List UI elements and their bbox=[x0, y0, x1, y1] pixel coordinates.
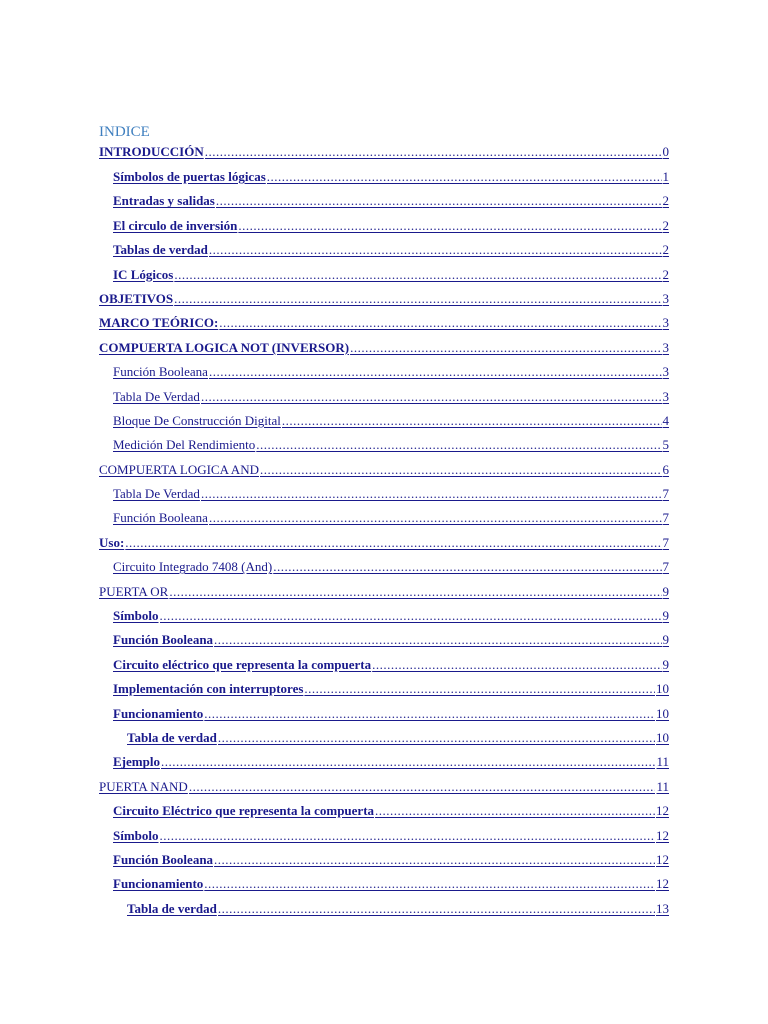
toc-dot-leader bbox=[189, 777, 656, 797]
toc-entry-page-number[interactable]: 2 bbox=[662, 242, 669, 258]
toc-entry[interactable] bbox=[99, 752, 669, 776]
toc-dot-leader bbox=[216, 191, 662, 211]
toc-entry[interactable] bbox=[99, 777, 669, 801]
toc-dot-leader bbox=[267, 167, 662, 187]
toc-entry-page-number[interactable]: 10 bbox=[656, 729, 669, 745]
toc-dot-leader bbox=[218, 728, 655, 748]
toc-entry-title[interactable]: Tabla De Verdad bbox=[113, 388, 200, 404]
toc-dot-leader bbox=[219, 313, 661, 333]
toc-dot-leader bbox=[238, 216, 661, 236]
toc-entry-page-number[interactable]: 3 bbox=[662, 290, 669, 306]
toc-dot-leader bbox=[161, 752, 656, 772]
toc-entry-page-number[interactable]: 13 bbox=[656, 900, 669, 916]
toc-dot-leader bbox=[125, 533, 661, 553]
toc-entry-page-number[interactable]: 11 bbox=[656, 754, 669, 770]
toc-entry[interactable] bbox=[99, 265, 669, 289]
toc-entry[interactable] bbox=[99, 874, 669, 898]
toc-entry-title[interactable]: Función Booleana bbox=[113, 510, 208, 526]
toc-dot-leader bbox=[169, 582, 661, 602]
toc-dot-leader bbox=[214, 630, 661, 650]
toc-entry-page-number[interactable]: 3 bbox=[662, 388, 669, 404]
toc-dot-leader bbox=[372, 655, 661, 675]
document-page bbox=[99, 122, 669, 923]
toc-entry[interactable] bbox=[99, 289, 669, 313]
toc-entry-page-number[interactable]: 9 bbox=[662, 656, 669, 672]
toc-entry-page-number[interactable]: 10 bbox=[656, 681, 669, 697]
toc-heading: INDICE bbox=[99, 124, 150, 140]
toc-entry-title[interactable]: Símbolos de puertas lógicas bbox=[113, 169, 266, 184]
toc-entry-title[interactable]: Funcionamiento bbox=[113, 876, 204, 892]
toc-entry-title[interactable]: Ejemplo bbox=[113, 754, 160, 770]
toc-entry[interactable] bbox=[99, 679, 669, 703]
toc-entry-title[interactable]: COMPUERTA LOGICA NOT (INVERSOR) bbox=[99, 339, 350, 355]
toc-entry-page-number[interactable]: 5 bbox=[662, 437, 669, 453]
toc-entry-title[interactable]: Entradas y salidas bbox=[113, 193, 215, 209]
toc-entry[interactable] bbox=[99, 630, 669, 654]
toc-entry-page-number[interactable]: 6 bbox=[662, 461, 669, 477]
toc-entry-title[interactable]: Circuito Eléctrico que representa la compuerta bbox=[113, 803, 375, 819]
toc-entry[interactable] bbox=[99, 338, 669, 362]
toc-entry-title[interactable]: Símbolo bbox=[113, 827, 159, 843]
toc-entry[interactable] bbox=[99, 606, 669, 630]
toc-entry-page-number[interactable]: 11 bbox=[656, 778, 669, 794]
toc-dot-leader bbox=[209, 240, 662, 260]
toc-entry-title[interactable]: COMPUERTA LOGICA AND bbox=[99, 461, 259, 477]
toc-entry-page-number[interactable]: 9 bbox=[662, 608, 669, 624]
toc-entry[interactable] bbox=[99, 728, 669, 752]
toc-entry-title[interactable]: Tablas de verdad bbox=[113, 242, 208, 258]
toc-entry-title[interactable]: Bloque De Construcción Digital bbox=[113, 412, 281, 428]
toc-entry-title[interactable]: Circuito eléctrico que representa la compuerta bbox=[113, 656, 372, 672]
toc-entry-page-number[interactable]: 3 bbox=[662, 364, 669, 380]
toc-dot-leader bbox=[209, 362, 662, 382]
toc-entry-title[interactable]: El circulo de inversión bbox=[113, 217, 238, 233]
toc-entry-page-number[interactable]: 9 bbox=[662, 583, 669, 599]
toc-entry[interactable] bbox=[99, 167, 669, 191]
toc-entry[interactable] bbox=[99, 313, 669, 337]
toc-list bbox=[99, 142, 669, 923]
toc-entry[interactable] bbox=[99, 142, 669, 167]
toc-entry-title[interactable]: Tabla de verdad bbox=[127, 729, 217, 745]
toc-entry-title[interactable]: Función Booleana bbox=[113, 364, 208, 380]
toc-entry[interactable] bbox=[99, 435, 669, 459]
toc-dot-leader bbox=[160, 826, 655, 846]
toc-entry-title[interactable]: Función Booleana bbox=[113, 851, 214, 867]
toc-entry[interactable] bbox=[99, 826, 669, 850]
toc-dot-leader bbox=[209, 508, 662, 528]
toc-entry-page-number[interactable]: 2 bbox=[662, 217, 669, 233]
toc-entry-title[interactable]: Circuito Integrado 7408 (And) bbox=[113, 559, 273, 575]
toc-entry[interactable] bbox=[99, 582, 669, 606]
toc-entry-title[interactable]: Función Booleana bbox=[113, 632, 214, 648]
toc-entry[interactable] bbox=[99, 362, 669, 386]
toc-entry[interactable] bbox=[99, 240, 669, 264]
toc-entry[interactable] bbox=[99, 508, 669, 532]
toc-entry-page-number[interactable]: 7 bbox=[662, 486, 669, 502]
toc-entry[interactable] bbox=[99, 484, 669, 508]
toc-dot-leader bbox=[204, 874, 655, 894]
toc-entry[interactable] bbox=[99, 533, 669, 557]
toc-entry[interactable] bbox=[99, 216, 669, 240]
toc-entry-page-number[interactable]: 3 bbox=[662, 315, 669, 331]
toc-entry-page-number[interactable]: 2 bbox=[662, 193, 669, 209]
toc-entry[interactable] bbox=[99, 899, 669, 923]
toc-dot-leader bbox=[214, 850, 655, 870]
toc-entry-page-number[interactable]: 12 bbox=[656, 803, 669, 819]
toc-entry-title[interactable]: Funcionamiento bbox=[113, 705, 204, 721]
toc-dot-leader bbox=[218, 899, 655, 919]
toc-dot-leader bbox=[174, 289, 661, 309]
toc-dot-leader bbox=[350, 338, 661, 358]
toc-dot-leader bbox=[260, 460, 662, 480]
toc-dot-leader bbox=[375, 801, 655, 821]
toc-entry[interactable] bbox=[99, 460, 669, 484]
toc-entry[interactable] bbox=[99, 191, 669, 215]
toc-entry-page-number[interactable]: 4 bbox=[662, 412, 669, 428]
toc-entry-title[interactable]: PUERTA OR bbox=[99, 583, 169, 599]
toc-entry-title[interactable]: Uso: bbox=[99, 534, 125, 550]
toc-entry-page-number[interactable]: 9 bbox=[662, 632, 669, 648]
toc-entry-title[interactable]: Medición Del Rendimiento bbox=[113, 437, 256, 453]
toc-entry[interactable] bbox=[99, 801, 669, 825]
toc-entry[interactable] bbox=[99, 411, 669, 435]
toc-entry-title[interactable]: Símbolo bbox=[113, 608, 159, 624]
toc-dot-leader bbox=[201, 387, 662, 407]
toc-dot-leader bbox=[282, 411, 662, 431]
toc-dot-leader bbox=[205, 142, 662, 162]
toc-entry-page-number[interactable]: 3 bbox=[662, 339, 669, 355]
toc-entry-title[interactable]: IC Lógicos bbox=[113, 266, 174, 282]
toc-entry[interactable] bbox=[99, 387, 669, 411]
toc-entry-page-number[interactable]: 7 bbox=[662, 559, 669, 575]
toc-entry-page-number[interactable]: 12 bbox=[656, 876, 669, 892]
toc-entry-title[interactable]: Tabla de verdad bbox=[127, 900, 217, 916]
toc-entry-title[interactable]: PUERTA NAND bbox=[99, 778, 188, 794]
toc-dot-leader bbox=[256, 435, 661, 455]
toc-dot-leader bbox=[160, 606, 662, 626]
toc-dot-leader bbox=[204, 704, 655, 724]
toc-entry-page-number[interactable]: 0 bbox=[662, 144, 669, 159]
toc-dot-leader bbox=[201, 484, 662, 504]
toc-entry-page-number[interactable]: 2 bbox=[662, 266, 669, 282]
toc-entry-title[interactable]: MARCO TEÓRICO: bbox=[99, 315, 219, 331]
toc-entry[interactable] bbox=[99, 655, 669, 679]
toc-entry-page-number[interactable]: 7 bbox=[662, 510, 669, 526]
toc-entry-page-number[interactable]: 10 bbox=[656, 705, 669, 721]
toc-entry-page-number[interactable]: 7 bbox=[662, 534, 669, 550]
toc-entry-title[interactable]: OBJETIVOS bbox=[99, 290, 174, 306]
toc-entry-page-number[interactable]: 12 bbox=[656, 851, 669, 867]
toc-entry-page-number[interactable]: 1 bbox=[662, 169, 669, 184]
toc-entry-title[interactable]: Tabla De Verdad bbox=[113, 486, 200, 502]
toc-dot-leader bbox=[273, 557, 661, 577]
toc-entry[interactable] bbox=[99, 850, 669, 874]
toc-entry-page-number[interactable]: 12 bbox=[656, 827, 669, 843]
toc-entry-title[interactable]: INTRODUCCIÓN bbox=[99, 144, 204, 159]
toc-dot-leader bbox=[304, 679, 655, 699]
toc-entry[interactable] bbox=[99, 704, 669, 728]
toc-entry[interactable] bbox=[99, 557, 669, 581]
toc-dot-leader bbox=[174, 265, 661, 285]
toc-entry-title[interactable]: Implementación con interruptores bbox=[113, 681, 304, 697]
